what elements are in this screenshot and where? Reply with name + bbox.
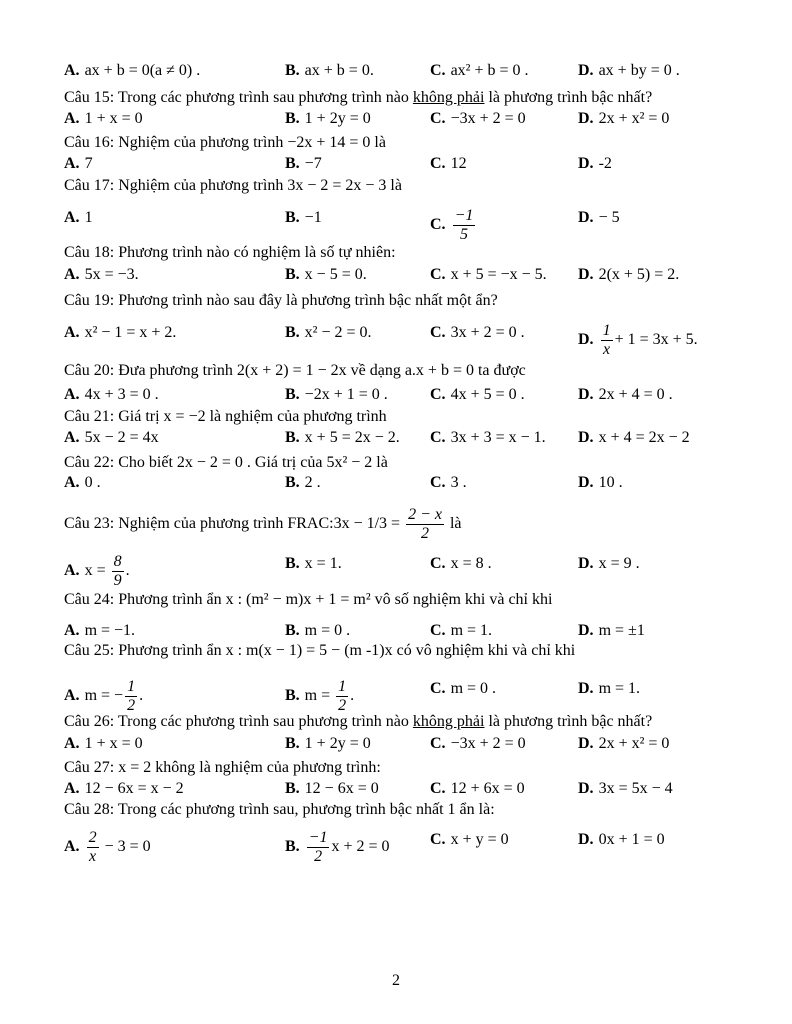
answer-option-c	[430, 427, 546, 449]
option-text: m = ±1	[598, 622, 645, 639]
option-label: C.	[430, 622, 446, 639]
option-text: -2	[598, 155, 612, 172]
question-text: Câu 23: Nghiệm của phương trình FRAC:3x − 1/3 = $\frac{2 - x}{2}$ là	[64, 506, 462, 542]
option-text: 10 .	[598, 474, 623, 491]
answer-option-b	[285, 620, 350, 642]
option-text: m = − $\frac{1}{2}$ .	[84, 678, 144, 714]
option-text: ax + b = 0(a ≠ 0) .	[84, 62, 201, 79]
option-label: C.	[430, 555, 446, 572]
option-label: D.	[578, 266, 594, 283]
option-label: C.	[430, 831, 446, 848]
answer-option-d	[578, 553, 640, 575]
option-text: −3x + 2 = 0	[450, 110, 526, 127]
answer-row	[0, 678, 792, 714]
answer-option-d	[578, 153, 612, 175]
option-label: B.	[285, 110, 300, 127]
option-text: $\frac{1}{x}$ + 1 = 3x + 5.	[602, 322, 698, 358]
option-label: C.	[430, 216, 446, 234]
answer-option-b	[285, 733, 371, 755]
option-label: B.	[285, 735, 300, 752]
option-label: D.	[578, 831, 594, 848]
option-text: x² − 2 = 0.	[304, 324, 372, 341]
option-text: m = 1.	[450, 622, 493, 639]
answer-row	[0, 384, 792, 406]
answer-option-a	[64, 108, 143, 130]
option-text: 3x = 5x − 4	[598, 780, 673, 797]
option-text: m = 1.	[598, 680, 641, 697]
answer-option-b	[285, 153, 322, 175]
option-text: m = $\frac{1}{2}$ .	[304, 678, 355, 714]
page-number: 2	[392, 972, 400, 989]
option-text: −7	[304, 155, 322, 172]
option-label: D.	[578, 555, 594, 572]
option-label: A.	[64, 429, 80, 446]
question-text: Câu 17: Nghiệm của phương trình 3x − 2 = 2x − 3 là	[64, 177, 402, 194]
option-label: C.	[430, 386, 446, 403]
option-label: A.	[64, 687, 80, 705]
fraction: $\frac{2 - x}{2}$	[408, 506, 442, 542]
answer-option-c	[430, 108, 526, 130]
answer-option-a	[64, 264, 139, 286]
answer-option-d	[578, 778, 673, 800]
option-text: $\frac{-1}{2}$ x + 2 = 0	[308, 829, 390, 865]
option-text: 2x + x² = 0	[598, 735, 670, 752]
option-label: B.	[285, 324, 300, 341]
answer-option-a	[64, 829, 151, 866]
option-text: 12 − 6x = x − 2	[84, 780, 184, 797]
answer-option-a	[64, 60, 200, 82]
option-label: D.	[578, 429, 594, 446]
option-text: x = 1.	[304, 555, 342, 572]
option-label: B.	[285, 266, 300, 283]
option-text: 2x + x² = 0	[598, 110, 670, 127]
answer-option-c	[430, 322, 525, 344]
answer-option-d	[578, 207, 620, 229]
answer-option-d	[578, 733, 669, 755]
answer-row	[0, 778, 792, 800]
answer-option-b	[285, 829, 390, 866]
underlined-phrase: không phải	[412, 713, 485, 730]
option-text: x + 5 = 2x − 2.	[304, 429, 400, 446]
option-text: x = 9 .	[598, 555, 640, 572]
answer-option-d	[578, 678, 640, 700]
option-text: 3x + 3 = x − 1.	[450, 429, 546, 446]
question-text: Câu 20: Đưa phương trình 2(x + 2) = 1 − 2x về dạng a.x + b = 0 ta được	[64, 362, 526, 379]
option-label: A.	[64, 474, 80, 491]
option-text: 4x + 3 = 0 .	[84, 386, 159, 403]
option-label: B.	[285, 687, 300, 705]
answer-option-b	[285, 322, 372, 344]
option-text: ax² + b = 0 .	[450, 62, 529, 79]
option-text: 0 .	[84, 474, 101, 491]
question-text: Câu 25: Phương trình ẩn x : m(x − 1) = 5 − (m -1)x có vô nghiệm khi và chỉ khi	[64, 642, 576, 659]
answer-option-b	[285, 60, 374, 82]
option-text: 1	[84, 209, 93, 226]
option-label: D.	[578, 110, 594, 127]
option-label: C.	[430, 735, 446, 752]
option-text: ax + by = 0 .	[598, 62, 680, 79]
answer-option-c	[430, 153, 467, 175]
option-text: 3x + 2 = 0 .	[450, 324, 525, 341]
option-text: x + 5 = −x − 5.	[450, 266, 547, 283]
question-text: Câu 27: x = 2 không là nghiệm của phương trình:	[64, 759, 381, 776]
answer-option-d	[578, 108, 669, 130]
answer-option-b	[285, 778, 379, 800]
answer-option-a	[64, 620, 135, 642]
option-label: C.	[430, 62, 446, 79]
option-label: A.	[64, 622, 80, 639]
option-label: B.	[285, 555, 300, 572]
answer-option-a	[64, 678, 143, 715]
option-label: D.	[578, 155, 594, 172]
answer-option-a	[64, 553, 130, 590]
option-label: A.	[64, 62, 80, 79]
option-label: D.	[578, 622, 594, 639]
answer-option-b	[285, 553, 342, 575]
answer-row	[0, 829, 792, 865]
answer-option-d	[578, 60, 680, 82]
fraction: $\frac{1}{x}$	[602, 322, 611, 358]
question-text: Câu 24: Phương trình ẩn x : (m² − m)x + 1 = m² vô số nghiệm khi và chỉ khi	[64, 591, 553, 608]
answer-row	[0, 472, 792, 494]
option-text: 1 + x = 0	[84, 735, 143, 752]
answer-option-d	[578, 264, 679, 286]
option-text: 0x + 1 = 0	[598, 831, 665, 848]
answer-option-b	[285, 472, 321, 494]
option-label: C.	[430, 110, 446, 127]
option-text: x = $\frac{8}{9}$ .	[84, 553, 130, 589]
answer-row	[0, 207, 792, 243]
question-text: Câu 15: Trong các phương trình sau phương trình nào không phải là phương trình bậc nhất?	[64, 89, 653, 106]
option-label: A.	[64, 324, 80, 341]
answer-option-a	[64, 153, 93, 175]
option-text: − 5	[598, 209, 620, 226]
option-label: A.	[64, 735, 80, 752]
option-label: D.	[578, 735, 594, 752]
option-text: x² − 1 = x + 2.	[84, 324, 177, 341]
option-label: A.	[64, 266, 80, 283]
answer-option-c	[430, 733, 526, 755]
option-label: B.	[285, 780, 300, 797]
option-text: 7	[84, 155, 93, 172]
answer-row	[0, 108, 792, 130]
answer-option-a	[64, 427, 159, 449]
option-text: 1 + x = 0	[84, 110, 143, 127]
option-label: D.	[578, 62, 594, 79]
option-text: m = 0 .	[304, 622, 351, 639]
option-label: B.	[285, 62, 300, 79]
option-label: D.	[578, 680, 594, 697]
option-label: A.	[64, 386, 80, 403]
option-label: B.	[285, 155, 300, 172]
answer-row	[0, 427, 792, 449]
answer-option-b	[285, 207, 322, 229]
option-label: A.	[64, 155, 80, 172]
answer-option-a	[64, 384, 159, 406]
answer-option-b	[285, 264, 367, 286]
option-text: m = −1.	[84, 622, 136, 639]
option-text: x + 4 = 2x − 2	[598, 429, 690, 446]
answer-row	[0, 733, 792, 755]
fraction: $\frac{1}{2}$	[127, 678, 136, 714]
answer-option-c	[430, 678, 496, 700]
answer-option-d	[578, 829, 665, 851]
option-label: C.	[430, 474, 446, 491]
option-label: D.	[578, 331, 594, 349]
question-text: Câu 28: Trong các phương trình sau, phương trình bậc nhất 1 ẩn là:	[64, 801, 495, 818]
question-text: Câu 16: Nghiệm của phương trình −2x + 14 = 0 là	[64, 134, 386, 151]
option-label: A.	[64, 209, 80, 226]
option-text: −1	[304, 209, 322, 226]
answer-option-b	[285, 678, 354, 715]
answer-option-b	[285, 108, 371, 130]
answer-option-c	[430, 207, 477, 244]
option-label: D.	[578, 780, 594, 797]
answer-option-c	[430, 553, 492, 575]
option-text: x = 8 .	[450, 555, 492, 572]
option-text: 12	[450, 155, 467, 172]
answer-option-c	[430, 60, 529, 82]
answer-row	[0, 322, 792, 358]
option-text: 12 + 6x = 0	[450, 780, 525, 797]
answer-row	[0, 620, 792, 642]
answer-row	[0, 153, 792, 175]
option-text: x − 5 = 0.	[304, 266, 367, 283]
option-label: B.	[285, 209, 300, 226]
answer-option-d	[578, 427, 690, 449]
option-text: ax + b = 0.	[304, 62, 374, 79]
option-label: A.	[64, 838, 80, 856]
option-label: B.	[285, 622, 300, 639]
option-text: 12 − 6x = 0	[304, 780, 379, 797]
answer-option-c	[430, 264, 547, 286]
option-text: m = 0 .	[450, 680, 497, 697]
option-label: D.	[578, 386, 594, 403]
option-text: −3x + 2 = 0	[450, 735, 526, 752]
answer-option-d	[578, 384, 673, 406]
fraction: $\frac{-1}{5}$	[454, 207, 474, 243]
answer-option-a	[64, 778, 184, 800]
fraction: $\frac{-1}{2}$	[308, 829, 328, 865]
answer-option-a	[64, 733, 143, 755]
answer-option-c	[430, 829, 509, 851]
question-text: Câu 22: Cho biết 2x − 2 = 0 . Giá trị của 5x² − 2 là	[64, 454, 388, 471]
option-text: 2x + 4 = 0 .	[598, 386, 673, 403]
question-text: Câu 19: Phương trình nào sau đây là phương trình bậc nhất một ẩn?	[64, 292, 498, 309]
option-label: B.	[285, 838, 300, 856]
answer-row	[0, 264, 792, 286]
answer-option-c	[430, 472, 467, 494]
option-label: C.	[430, 324, 446, 341]
answer-option-a	[64, 322, 176, 344]
underlined-phrase: không phải	[412, 89, 485, 106]
answer-option-d	[578, 472, 623, 494]
answer-option-b	[285, 427, 400, 449]
answer-option-b	[285, 384, 388, 406]
question-text: Câu 26: Trong các phương trình sau phương trình nào không phải là phương trình bậc nhất?	[64, 713, 653, 730]
fraction: $\frac{1}{2}$	[338, 678, 347, 714]
option-label: C.	[430, 155, 446, 172]
option-label: C.	[430, 266, 446, 283]
option-label: C.	[430, 780, 446, 797]
option-label: A.	[64, 110, 80, 127]
fraction: $\frac{2}{x}$	[88, 829, 97, 865]
option-text: 4x + 5 = 0 .	[450, 386, 525, 403]
option-text: 3 .	[450, 474, 467, 491]
option-text: −2x + 1 = 0 .	[304, 386, 388, 403]
answer-option-c	[430, 384, 525, 406]
option-text: 1 + 2y = 0	[304, 735, 371, 752]
option-label: B.	[285, 429, 300, 446]
option-text: 2 .	[304, 474, 321, 491]
option-text: 5x = −3.	[84, 266, 139, 283]
option-text: 5x − 2 = 4x	[84, 429, 159, 446]
option-label: D.	[578, 474, 594, 491]
option-text: 1 + 2y = 0	[304, 110, 371, 127]
answer-option-d	[578, 322, 698, 359]
option-label: C.	[430, 680, 446, 697]
answer-option-d	[578, 620, 645, 642]
answer-option-c	[430, 620, 492, 642]
question-text: Câu 21: Giá trị x = −2 là nghiệm của phương trình	[64, 408, 387, 425]
answer-row	[0, 553, 792, 589]
question-text: Câu 18: Phương trình nào có nghiệm là số tự nhiên:	[64, 244, 396, 261]
option-label: B.	[285, 386, 300, 403]
answer-option-c	[430, 778, 525, 800]
option-text: 2(x + 5) = 2.	[598, 266, 680, 283]
option-label: A.	[64, 780, 80, 797]
option-text: $\frac{2}{x}$ − 3 = 0	[88, 829, 151, 865]
option-text	[451, 207, 478, 243]
fraction: $\frac{8}{9}$	[113, 553, 122, 589]
answer-row	[0, 60, 792, 82]
option-label: D.	[578, 209, 594, 226]
answer-option-a	[64, 472, 101, 494]
option-label: A.	[64, 562, 80, 580]
option-text: x + y = 0	[450, 831, 509, 848]
option-label: C.	[430, 429, 446, 446]
answer-option-a	[64, 207, 93, 229]
option-label: B.	[285, 474, 300, 491]
